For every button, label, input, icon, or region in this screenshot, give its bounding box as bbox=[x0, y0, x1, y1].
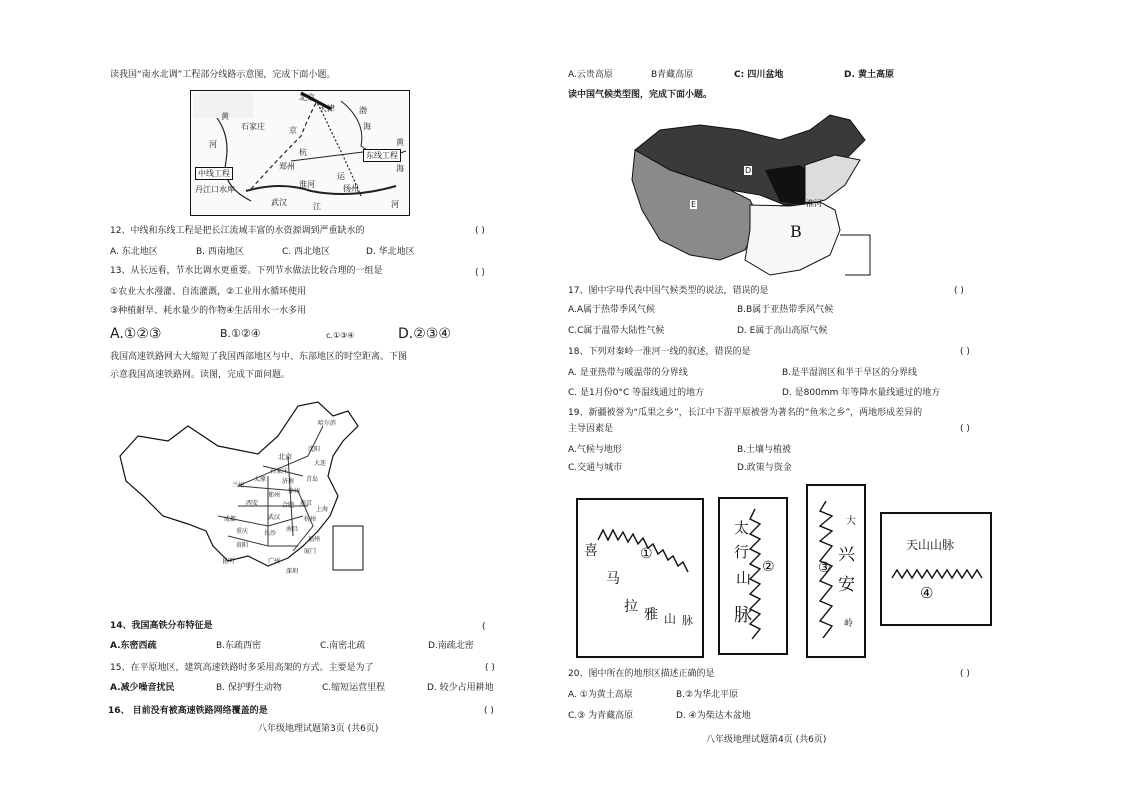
rail-city-wuhan: 武汉 bbox=[268, 514, 281, 521]
q12-option-b[interactable]: B. 西南地区 bbox=[196, 247, 244, 257]
q20-text: 20、图中所在的地形区描述正确的是 bbox=[568, 669, 715, 679]
map1-beijing: 北京 bbox=[299, 93, 315, 102]
m4-number: ④ bbox=[920, 584, 934, 602]
map1-hai1: 海 bbox=[363, 122, 371, 131]
q18-text: 18、下列对秦岭一淮河一线的叙述，错误的是 bbox=[568, 347, 751, 357]
rail-city-jinan: 济南 bbox=[282, 478, 295, 485]
rail-city-shanghai: 上海 bbox=[316, 506, 329, 513]
map1-bo: 渤 bbox=[359, 106, 367, 115]
climate-label-e: E bbox=[691, 200, 697, 209]
m1-char-2: 马 bbox=[606, 571, 620, 587]
intro-south-north-water: 读我国“南水北调”工程部分线路示意图，完成下面小题。 bbox=[110, 70, 336, 80]
rail-city-guiyang: 贵阳 bbox=[236, 542, 249, 549]
mountain-box-1-peaks bbox=[578, 500, 702, 656]
q13-line1: ①农业大水漫灌、自流灌溉，②工业用水循环使用 bbox=[110, 287, 307, 297]
q20-option-c[interactable]: C.③ 为青藏高原 bbox=[568, 711, 634, 721]
m2-number: ② bbox=[762, 559, 775, 575]
q19-text-a: 19、新疆被誉为“瓜果之乡”，长江中下游平原被誉为著名的“鱼米之乡”，两地形成差异的 bbox=[568, 408, 923, 418]
q18-option-b[interactable]: B.是半湿润区和半干旱区的分界线 bbox=[782, 368, 918, 378]
q17-option-b[interactable]: B.B属于亚热带季风气候 bbox=[737, 305, 834, 315]
rail-city-chengdu: 成都 bbox=[224, 516, 237, 523]
q16-text: 16、 目前没有被高速铁路网络覆盖的是 bbox=[108, 706, 268, 716]
mountain-box-4-peaks bbox=[882, 514, 990, 624]
q16-option-d[interactable]: D. 黄土高原 bbox=[844, 70, 895, 80]
map1-middle-route: 中线工程 bbox=[195, 167, 233, 180]
map1-hai2: 海 bbox=[396, 164, 404, 173]
m2-char-1: 太 bbox=[734, 519, 750, 537]
q20-option-b[interactable]: B.②为华北平原 bbox=[676, 690, 739, 700]
m1-char-5: 山 bbox=[664, 612, 677, 626]
map1-shijiazhuang: 石家庄 bbox=[241, 122, 265, 131]
q13-answer-blank[interactable]: ( ) bbox=[475, 268, 485, 278]
rail-city-chongqing: 重庆 bbox=[236, 528, 249, 535]
q12-option-d[interactable]: D. 华北地区 bbox=[366, 247, 415, 257]
mountain-box-2-peaks bbox=[720, 499, 786, 653]
intro-high-speed-rail-b: 示意我国高速铁路网。读图，完成下面问题。 bbox=[110, 370, 291, 380]
q16-option-a[interactable]: A.云贵高原 bbox=[568, 70, 613, 80]
q17-option-c[interactable]: C.C属于温带大陆性气候 bbox=[568, 326, 665, 336]
q18-answer-blank[interactable]: ( ) bbox=[960, 347, 970, 357]
mountain-box-1 bbox=[576, 498, 704, 658]
q13-option-b[interactable]: B.①②④ bbox=[220, 327, 261, 340]
m2-char-2: 行 bbox=[734, 543, 750, 561]
rail-city-guangzhou: 广州 bbox=[268, 558, 281, 565]
rail-city-xian: 西安 bbox=[246, 500, 259, 507]
q19-option-d[interactable]: D.政策与资金 bbox=[737, 463, 792, 473]
rail-city-taiyuan: 太原 bbox=[254, 476, 267, 483]
q19-option-b[interactable]: B.土壤与植被 bbox=[737, 445, 792, 455]
m1-char-3: 拉 bbox=[624, 599, 638, 615]
m4-label: 天山山脉 bbox=[906, 538, 955, 552]
m1-number: ① bbox=[640, 546, 653, 562]
footer-page3: 八年级地理试题第3页 (共6页) bbox=[258, 724, 379, 734]
q13-option-a[interactable]: A.①②③ bbox=[110, 326, 162, 342]
q20-option-d[interactable]: D. ④为柴达木盆地 bbox=[676, 711, 751, 721]
rail-city-shenzhen: 深圳 bbox=[286, 568, 299, 575]
q12-text: 12、中线和东线工程是把长江流域丰富的水资源调到严重缺水的 bbox=[110, 226, 365, 236]
map1-jing: 京 bbox=[289, 126, 297, 135]
m3-char-2: 兴 bbox=[838, 545, 855, 565]
q13-line2: ③种植耐旱、耗水量少的作物④生活用水一水多用 bbox=[110, 306, 307, 316]
rail-city-kunming: 昆明 bbox=[222, 558, 235, 565]
m3-char-1: 大 bbox=[846, 516, 856, 527]
m3-char-3: 安 bbox=[838, 575, 855, 595]
rail-city-changsha: 长沙 bbox=[264, 530, 277, 537]
rail-city-nanjing: 南京 bbox=[300, 500, 313, 507]
q16-answer-blank[interactable]: ( ) bbox=[484, 706, 494, 716]
q19-option-a[interactable]: A.气候与地形 bbox=[568, 445, 622, 455]
q15-option-c[interactable]: C.缩短运营里程 bbox=[322, 683, 386, 693]
rail-city-lanzhou: 兰州 bbox=[232, 482, 245, 489]
map1-wuhan: 武汉 bbox=[271, 198, 287, 207]
q20-answer-blank[interactable]: ( ) bbox=[960, 669, 970, 679]
q19-answer-blank[interactable]: ( ) bbox=[960, 424, 970, 434]
map1-he2: 河 bbox=[391, 200, 399, 209]
climate-type-map bbox=[630, 110, 876, 280]
q14-option-c[interactable]: C.南密北疏 bbox=[320, 641, 366, 651]
rail-city-xiamen: 厦门 bbox=[304, 548, 317, 555]
q18-option-d[interactable]: D. 是800mm 年等降水量线通过的地方 bbox=[782, 388, 941, 398]
rail-city-nanchang: 南昌 bbox=[286, 526, 299, 533]
m1-char-6: 脉 bbox=[682, 614, 693, 627]
map1-jiang: 江 bbox=[313, 202, 321, 211]
rail-city-shenyang: 沈阳 bbox=[308, 446, 321, 453]
q12-option-a[interactable]: A. 东北地区 bbox=[110, 247, 158, 257]
map1-huang2: 黄 bbox=[396, 138, 404, 147]
climate-label-b: B bbox=[790, 222, 802, 241]
q13-text: 13、从长远看，节水比调水更重要。下列节水做法比较合理的一组是 bbox=[110, 266, 383, 276]
q15-option-b[interactable]: B. 保护野生动物 bbox=[216, 683, 282, 693]
q14-option-a[interactable]: A.东密西疏 bbox=[110, 641, 157, 651]
rail-city-dalian: 大连 bbox=[314, 460, 327, 467]
q14-answer-blank[interactable]: ( bbox=[482, 622, 486, 632]
rail-city-xuzhou: 徐州 bbox=[288, 488, 301, 495]
q15-answer-blank[interactable]: ( ) bbox=[485, 663, 495, 673]
mountain-box-4 bbox=[880, 512, 992, 626]
q14-option-b[interactable]: B.东疏西密 bbox=[216, 641, 262, 651]
q20-option-a[interactable]: A. ①为黄土高原 bbox=[568, 690, 633, 700]
q14-option-d[interactable]: D.南疏北密 bbox=[428, 641, 474, 651]
q19-text-b: 主导因素是 bbox=[568, 424, 614, 434]
mountain-box-2 bbox=[718, 497, 788, 655]
climate-type-map-regions bbox=[630, 110, 876, 280]
m2-char-3: 山 bbox=[736, 569, 752, 587]
intro-climate-map: 读中国气候类型图，完成下面小题。 bbox=[568, 90, 713, 100]
rail-city-shijiazhuang: 石家庄 bbox=[270, 468, 289, 475]
q15-option-d[interactable]: D. 较少占用耕地 bbox=[427, 683, 494, 693]
water-diversion-map bbox=[190, 90, 410, 216]
rail-city-beijing: 北京 bbox=[278, 453, 292, 461]
rail-city-fuzhou: 福州 bbox=[308, 536, 321, 543]
climate-label-c: C bbox=[800, 182, 806, 191]
q16-option-c[interactable]: C: 四川盆地 bbox=[734, 70, 784, 80]
map1-zhengzhou: 郑州 bbox=[279, 162, 295, 171]
q19-option-c[interactable]: C.交通与城市 bbox=[568, 463, 623, 473]
q18-option-c[interactable]: C. 是1月份0°C 等温线通过的地方 bbox=[568, 388, 705, 398]
mountain-box-3 bbox=[806, 484, 866, 658]
rail-city-qingdao: 青岛 bbox=[306, 476, 319, 483]
map1-east-route: 东线工程 bbox=[363, 149, 401, 162]
footer-page4: 八年级地理试题第4页 (共6页) bbox=[706, 735, 827, 745]
q14-text: 14、我国高铁分布特征是 bbox=[110, 621, 213, 631]
climate-label-huaihe: 淮河 bbox=[806, 199, 822, 208]
rail-city-hefei: 合肥 bbox=[282, 502, 295, 509]
map1-huaihe: 淮河 bbox=[299, 180, 315, 189]
q12-option-c[interactable]: C. 西北地区 bbox=[282, 247, 331, 257]
map1-hang: 杭 bbox=[299, 148, 307, 157]
m2-char-4: 脉 bbox=[734, 605, 752, 626]
map1-yun: 运 bbox=[337, 172, 345, 181]
q17-option-d[interactable]: D. E属于高山高原气候 bbox=[737, 326, 828, 336]
rail-city-zhengzhou: 郑州 bbox=[268, 492, 281, 499]
high-speed-rail-map bbox=[118, 396, 370, 580]
rail-city-hangzhou: 杭州 bbox=[304, 516, 317, 523]
m3-number: ③ bbox=[818, 560, 831, 576]
m1-char-4: 雅 bbox=[644, 607, 658, 623]
q15-option-a[interactable]: A.减少噪音扰民 bbox=[110, 683, 175, 693]
map1-danjiangkou: 丹江口水库 bbox=[195, 185, 235, 194]
q17-option-a[interactable]: A.A属于热带季风气候 bbox=[568, 305, 656, 315]
map1-tianjin: 天津 bbox=[319, 104, 335, 113]
map1-huang1: 黄 bbox=[221, 112, 229, 121]
q12-answer-blank[interactable]: ( ) bbox=[475, 226, 485, 236]
m1-char-1: 喜 bbox=[584, 543, 598, 559]
q13-option-d[interactable]: D.②③④ bbox=[398, 326, 451, 342]
q16-option-b[interactable]: B青藏高原 bbox=[651, 70, 694, 80]
q17-answer-blank[interactable]: ( ) bbox=[954, 286, 964, 296]
intro-high-speed-rail-a: 我国高速铁路网大大缩短了我国西部地区与中、东部地区的时空距离。下图 bbox=[110, 352, 408, 362]
m3-char-4: 岭 bbox=[844, 619, 854, 629]
q17-text: 17、图中字母代表中国气候类型的说法，错误的是 bbox=[568, 286, 769, 296]
climate-label-d: D bbox=[745, 166, 752, 175]
rail-city-harbin: 哈尔滨 bbox=[318, 420, 337, 427]
map1-he1: 河 bbox=[209, 140, 217, 149]
q18-option-a[interactable]: A. 是亚热带与暖温带的分界线 bbox=[568, 368, 688, 378]
q13-option-c[interactable]: c.①③④ bbox=[326, 331, 355, 340]
map1-yangzhou: 扬州 bbox=[343, 184, 359, 193]
q15-text: 15、在平原地区，建筑高速铁路时多采用高架的方式。主要是为了 bbox=[110, 663, 374, 673]
